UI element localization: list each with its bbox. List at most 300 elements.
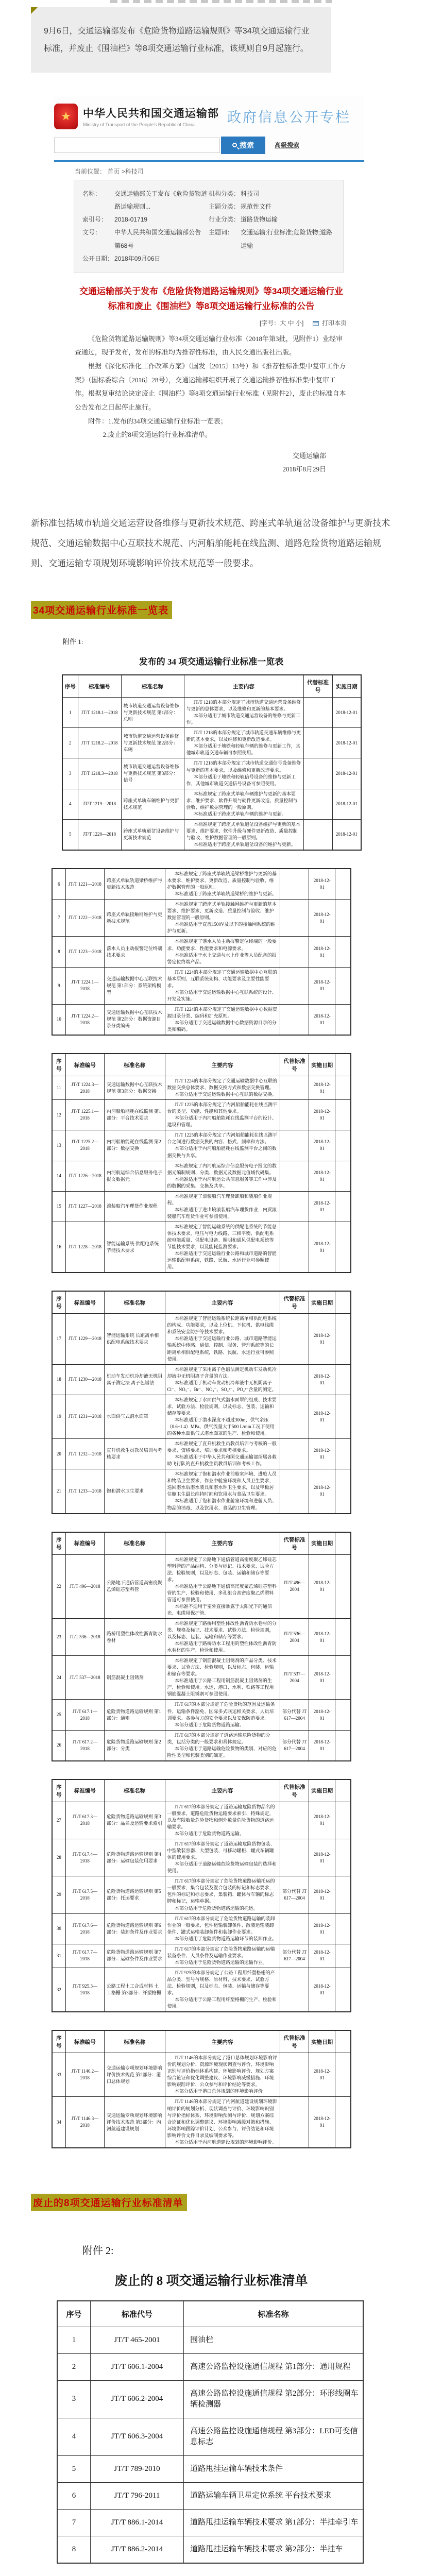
meta-value: 规范性文件 <box>241 202 272 210</box>
cell-replaces <box>280 1839 309 1876</box>
meta-value: 2018年09月06日 <box>114 255 161 262</box>
body-paragraph: 《危险货物道路运输规则》等34项交通运输行业标准（2018年第3批，见附件1）业经审查通过，现予发布，发布的标准均为推荐性标准，由人民交通出版社出版。 <box>75 334 343 357</box>
cell-name: 交通运输数据中心互联技术规范 第2部分：数据资源目录分类编码 <box>104 1004 165 1035</box>
cell-name: 滚装船汽车理货作业规程 <box>104 1191 165 1222</box>
empty-cell <box>335 869 351 900</box>
cell-name: 智能运输系统 供配电系统节能技术要求 <box>104 1222 165 1273</box>
table-row <box>52 1222 351 1273</box>
cell-replaces <box>303 728 332 758</box>
cell-replaces <box>280 1802 309 1839</box>
cell-code: JT/T 1218.1—2018 <box>78 698 121 728</box>
cell-date: 2018-12-01 <box>309 1802 335 1839</box>
empty-cell <box>335 1876 351 1913</box>
cell-content <box>165 1004 280 1035</box>
cell-name: 水面供气式潜水面罩 <box>104 1395 165 1438</box>
cell-replaces: 部分代替 JT 617—2004 <box>280 1944 309 1968</box>
cell-content <box>165 1913 280 1944</box>
cell-date: 2018-12-01 <box>309 2053 335 2097</box>
table-row <box>52 1161 351 1191</box>
meta-column-right <box>209 188 335 265</box>
table-row <box>52 937 351 967</box>
cell-code: JT/T 1226—2018 <box>65 1161 104 1191</box>
gov-info-column-title: 政府信息公开专栏 <box>227 110 351 126</box>
cell-date: 2018-12-01 <box>309 1395 335 1438</box>
cell-replaces <box>280 937 309 967</box>
table-row <box>57 2536 363 2563</box>
column-header: 标准名称 <box>104 1780 165 1802</box>
content-paragraph: 本标准适用于机动车发动机冷却液中无机阴离子Cl⁻、NO₂⁻、Br⁻、NO₃⁻、SO₄²⁻、PO₄³⁻含量的测定。 <box>167 1380 277 1392</box>
cell-date: 2018-12-01 <box>309 1700 335 1730</box>
cell-no: 6 <box>52 869 65 900</box>
content-paragraph: 本标准适用于交通运输行业公路和城市道路的智能运输供配电系统，铁路、民航、水运行业可参照使用。 <box>167 1251 277 1270</box>
content-paragraph: 本标准规定了跨座式单轨车辆维护与更新的基本要求、维护要求、软件升级与硬件更新改造、质量控制与验收、维护数据管理的一般原则。 <box>186 791 298 810</box>
content-paragraph: 本部分适用于内河航道建设规划的环境影响评价。 <box>174 2139 277 2145</box>
meta-value: 2018-01719 <box>114 216 148 224</box>
cell-content <box>165 1968 280 2012</box>
content-paragraph: 本部分适用于城市轨道交通运营设备的维修与更新工作。 <box>186 713 300 725</box>
cell-name: 钢筋混凝土阻锈剂 <box>104 1656 165 1700</box>
cell-no: 2 <box>62 728 78 758</box>
cell-date: 2018-12-01 <box>309 1314 335 1364</box>
logo-row <box>54 104 364 129</box>
meta-label: 文号： <box>82 229 101 236</box>
cell-content <box>165 1100 280 1130</box>
signature-date: 2018年8月29日 <box>282 465 326 473</box>
cell-no: 15 <box>52 1191 65 1222</box>
ministry-names <box>83 105 219 127</box>
cell-content <box>165 900 280 937</box>
content-paragraph: 本标准适用于公路地下通信高密度聚乙烯硅芯塑料管的生产、检验和使用，多孔组合高密度聚乙烯塑料管道可参照使用。 <box>167 1583 277 1602</box>
standards-table-segment-2 <box>52 868 351 1036</box>
column-header: 标准编号 <box>78 675 121 698</box>
content-paragraph: JT/T 1225的本部分规定了内河船舶能耗在线监测平台之间进行数据交换的内容、格式、频率和方法。 <box>167 1132 277 1145</box>
cell-code: JT/T 1223—2018 <box>65 937 104 967</box>
cell-date: 2018-12-01 <box>332 789 361 819</box>
table-row <box>57 2509 363 2536</box>
table-row <box>52 2053 351 2097</box>
table-row <box>52 1618 351 1655</box>
cell-name: 智能运输系统 长距离单相供配电系统技术要求 <box>104 1314 165 1364</box>
cell-no: 1 <box>57 2327 90 2353</box>
table-row <box>62 728 361 758</box>
cell-date: 2018-12-01 <box>309 1130 335 1161</box>
column-header: 实施日期 <box>332 675 361 698</box>
table-row <box>52 869 351 900</box>
meta-value: 中华人民共和国交通运输部公告 第68号 <box>114 229 201 249</box>
content-paragraph: 本标准适用于跨座式单轨车辆的维护与更新。 <box>193 811 286 817</box>
cell-content <box>165 967 280 1004</box>
table-row <box>52 1913 351 1944</box>
cell-code: JT/T 606.1-2004 <box>90 2353 183 2380</box>
cell-code: JT/T 1222—2018 <box>65 900 104 937</box>
cell-replaces <box>303 789 332 819</box>
cell-name: 跨座式单轨轨道梁桥维护与更新技术规范 <box>104 869 165 900</box>
standards-table-segment-7 <box>52 2030 351 2148</box>
cell-replaces: JT/T 537—2004 <box>280 1656 309 1700</box>
cell-content <box>165 1130 280 1161</box>
page-controls <box>75 318 347 327</box>
empty-cell <box>335 2053 351 2097</box>
content-paragraph: JT/T 617的本部分规定了危险货物道路运输的装卸作业的一般要求、包件运输装卸条件、散装运输装卸条件、罐式运输装卸条件和装卸作业要求。 <box>167 1916 275 1935</box>
signature-org: 交通运输部 <box>292 451 326 460</box>
content-paragraph: 本标准适用于潜水深度不超过300m、供气余压（0.6~1.4）MPa、供气流量大于500 L/min工况下使用的各种水面供气式潜水面罩的生产、检验和使用。 <box>167 1417 275 1436</box>
table-row <box>52 1802 351 1839</box>
cell-replaces <box>280 1076 309 1100</box>
column-header: 主要内容 <box>165 1054 280 1076</box>
cell-date: 2018-12-01 <box>309 1656 335 1700</box>
empty-cell <box>335 1730 351 1761</box>
cell-replaces <box>280 1469 309 1514</box>
meta-item <box>209 226 335 252</box>
cell-no: 20 <box>52 1439 65 1469</box>
abolished-standards-table <box>57 2300 364 2564</box>
cell-code: JT/T 925.3—2018 <box>65 1968 104 2012</box>
table-row <box>52 1968 351 2012</box>
cell-no: 6 <box>57 2482 90 2509</box>
search-row <box>54 137 364 154</box>
cell-name: 危险货物道路运输规则 第2部分：分类 <box>104 1730 165 1761</box>
cell-content <box>165 1839 280 1876</box>
table-row <box>62 789 361 819</box>
search-input[interactable] <box>54 138 220 153</box>
meta-label: 主题词： <box>209 229 234 236</box>
column-header: 标准名称 <box>104 1054 165 1076</box>
standards-table <box>52 1291 351 1514</box>
cell-code: JT/T 1218.2—2018 <box>78 728 121 758</box>
meta-value: 科技司 <box>241 190 260 197</box>
cell-date: 2018-12-01 <box>309 1469 335 1514</box>
section-heading-abolished-list: 废止的8项交通运输行业标准清单 <box>31 2194 187 2211</box>
content-paragraph: 本标准规定了智能运输系统长距离单相供配电系统的构成、功能要求，以及上位机、下位机、供电线缆和系统安全防护等技术要求。 <box>167 1316 277 1335</box>
cell-name: 城市轨道交通运营设备维修与更新技术规范 第3部分：信号 <box>121 758 184 789</box>
cell-code: JT/T 1232—2018 <box>65 1439 104 1469</box>
table-row <box>52 967 351 1004</box>
column-header: 序号 <box>52 1780 65 1802</box>
cell-code: JT/T 886.1-2014 <box>90 2509 183 2536</box>
cell-date: 2018-12-01 <box>309 1944 335 1968</box>
cell-name: 跨座式单轨接触网维护与更新技术规范 <box>104 900 165 937</box>
header-row <box>52 1532 351 1555</box>
content-paragraph: 本部分适用于道路运输危险货物运输包装的选择和使用。 <box>167 1861 277 1874</box>
header-row <box>52 1054 351 1076</box>
cell-no: 34 <box>52 2097 65 2148</box>
empty-cell <box>335 1839 351 1876</box>
cell-content <box>165 1730 280 1761</box>
content-paragraph: 本标准不适用于室外直接暴露于太阳光下的通信光、电缆用保护管。 <box>167 1603 272 1616</box>
cell-no: 16 <box>52 1222 65 1273</box>
cell-date: 2018-12-01 <box>309 1554 335 1618</box>
cropped-text-remnant <box>110 0 332 3</box>
cell-no: 4 <box>57 2418 90 2455</box>
cell-date: 2018-12-01 <box>309 1004 335 1035</box>
cell-replaces <box>280 2097 309 2148</box>
content-paragraph: JT/T 925的本部分规定了公路工程用纤塑格栅的产品分类、型号与规格、原材料、技术要求、试验方法、检验规则，以及标志、包装、运输与储存等要求。 <box>167 1970 275 1996</box>
content-paragraph: 本标准适用于交通运输行业公路、城市道路智能运输系统中传感、通信、控制、服务、管理系统等的长距离单相供配电系统，铁路、民航、水运行业可参照使用。 <box>167 1336 277 1362</box>
column-header: 标准编号 <box>65 1054 104 1076</box>
content-paragraph: 本标准适用于直流1500V及以下的接触网系统的维护与更新。 <box>167 922 276 934</box>
cell-date: 2018-12-01 <box>309 2097 335 2148</box>
body-paragraph: 根据《深化标准化工作改革方案》（国发〔2015〕13号）和《推荐性标准集中复审工作方案》（国标委综合〔2016〕28号），交通运输部组织开展了交通运输推荐性标准集中复审工作。根据复审结论决定废止《围油栏》等8项交通运输行业标准（见附件2），废止的标准自本公告发布之日起停止施行。 <box>75 362 346 411</box>
column-header: 序号 <box>52 2030 65 2053</box>
cell-content <box>165 2097 280 2148</box>
cell-code: JT/T 606.3-2004 <box>90 2418 183 2455</box>
cell-content <box>165 1656 280 1700</box>
empty-cell <box>335 1618 351 1655</box>
column-header: 代替标准号 <box>303 675 332 698</box>
cell-name: 交通运输数据中心互联技术规范 第1部分：系统架构模型 <box>104 967 165 1004</box>
cell-code: JT/T 796-2011 <box>90 2482 183 2509</box>
content-paragraph: 本部分适用于交通运输数据中心互联系统的设计、开发及实施。 <box>167 989 277 1002</box>
cell-date: 2018-12-01 <box>309 1913 335 1944</box>
cell-no: 5 <box>57 2455 90 2482</box>
empty-column-header <box>335 1054 351 1076</box>
cell-content <box>184 789 303 819</box>
content-paragraph: 本标准规定了饱和潜水作业前舱室环境、进舱人员和物品卫生要求，作业中舱室环境和人员卫生要求，巡回潜水后潜水装具和潜水钟卫生要求，以及甲板居住舱卫生最长维持时间和饮用水与食品卫生要求。 <box>167 1471 277 1497</box>
column-header: 序号 <box>52 1291 65 1314</box>
column-header: 标准编号 <box>65 1291 104 1314</box>
column-header: 实施日期 <box>309 1291 335 1314</box>
cell-code: JT/T 537—2018 <box>65 1656 104 1700</box>
column-header: 实施日期 <box>309 2030 335 2053</box>
cell-no: 23 <box>52 1618 65 1655</box>
cell-content <box>165 1469 280 1514</box>
cell-no: 17 <box>52 1314 65 1364</box>
cell-content <box>165 1191 280 1222</box>
content-paragraph: 本标准规定了钢筋混凝土阻锈剂的产品分类、技术要求、试验方法、检验规则，以及标志、包装、运输和储存等要求。 <box>167 1658 277 1677</box>
cell-name: 道路甩挂运输车辆技术要求 第2部分：半挂车 <box>184 2536 363 2563</box>
empty-column-header <box>335 1291 351 1314</box>
attachment2-label: 附件 2: <box>82 2245 114 2257</box>
meta-label: 行业分类： <box>209 216 240 224</box>
table-row <box>52 1191 351 1222</box>
attachment-note-1: 附件：1.发布的34项交通运输行业标准一览表； <box>88 417 227 425</box>
table-row <box>62 758 361 789</box>
table-row <box>52 1656 351 1700</box>
cell-content <box>184 758 303 789</box>
content-paragraph: 本部分适用于地铁和轻轨信号设备的维修与更新工作，其他城市轨道交通信号设备可参照使用。 <box>186 774 296 786</box>
standards-table <box>52 868 351 1036</box>
content-paragraph: 本标准规定了内河航运综合信息服务电子报文的数据元编制规则、分类、数据元及数据元值域代码集。 <box>167 1163 277 1175</box>
cell-code: JT/T 617.7—2018 <box>65 1944 104 1968</box>
cell-no: 4 <box>62 789 78 819</box>
breadcrumb-home-link[interactable]: 首页 <box>107 167 120 175</box>
attachment2-title: 废止的 8 项交通运输行业标准清单 <box>114 2274 308 2288</box>
cell-name: 危险货物道路运输规则 第4部分：运输包装使用要求 <box>104 1839 165 1876</box>
attachment1-title: 发布的 34 项交通运输行业标准一览表 <box>139 657 284 667</box>
column-header: 主要内容 <box>165 1291 280 1314</box>
content-paragraph: JT/T 1146的本部分规定了港口总体规划环境影响评价的规划分析、资源环境现状调查与评价、环境影响识别与评价指标体系构建、环境影响评价、规划方案综合论证和优化调整建议、环境影响减缓措施、环境影响跟踪评价、公众参与和评价结论等要求。 <box>167 2055 277 2088</box>
column-header: 标准名称 <box>104 2030 165 2053</box>
cell-code: JT/T 1227—2018 <box>65 1191 104 1222</box>
cell-replaces <box>280 1161 309 1191</box>
table-row <box>52 1100 351 1130</box>
header-row <box>57 2301 363 2327</box>
table-row <box>52 1004 351 1035</box>
cell-no: 25 <box>52 1700 65 1730</box>
table-row <box>62 819 361 850</box>
cell-replaces <box>280 1314 309 1364</box>
table-row <box>52 1314 351 1364</box>
cell-date: 2018-12-01 <box>332 728 361 758</box>
cell-name: 危险货物道路运输规则 第6部分：装卸条件及作业要求 <box>104 1913 165 1944</box>
cell-date: 2018-12-01 <box>309 1730 335 1761</box>
cell-no: 32 <box>52 1968 65 2012</box>
cell-no: 3 <box>62 758 78 789</box>
cell-code: JT/T 1146.3—2018 <box>65 2097 104 2148</box>
empty-column-header <box>335 2030 351 2053</box>
empty-cell <box>335 1161 351 1191</box>
meta-label: 机构分类： <box>209 190 240 197</box>
cell-code: JT/T 617.1—2018 <box>65 1700 104 1730</box>
announcement-body <box>75 332 347 442</box>
column-header: 标准名称 <box>104 1532 165 1555</box>
summary-note-box <box>31 7 331 73</box>
column-header: 标准编号 <box>65 1780 104 1802</box>
cell-no: 28 <box>52 1839 65 1876</box>
cell-content <box>165 1944 280 1968</box>
column-header: 标准编号 <box>65 1532 104 1555</box>
cell-name: 饱和潜水卫生要求 <box>104 1469 165 1514</box>
cell-content <box>184 819 303 850</box>
cell-no: 7 <box>57 2509 90 2536</box>
column-header: 序号 <box>52 1532 65 1555</box>
cell-replaces <box>303 758 332 789</box>
advanced-search-link[interactable]: 高级搜索 <box>275 142 300 149</box>
cell-code: JT/T 617.5—2018 <box>65 1876 104 1913</box>
cell-content <box>165 1222 280 1273</box>
cell-name: 直升机救生员教员培训与考核要求 <box>104 1439 165 1469</box>
cell-code: JT/T 1146.2—2018 <box>65 2053 104 2097</box>
content-paragraph: 本部分适用于公路工程用纤塑格栅的生产、检验和使用。 <box>167 1997 277 2009</box>
cell-no: 22 <box>52 1554 65 1618</box>
empty-cell <box>335 1469 351 1514</box>
cell-name: 内河船舶能耗在线监测 第1部分：平台技术要求 <box>104 1100 165 1130</box>
empty-cell <box>335 1700 351 1730</box>
cell-no: 27 <box>52 1802 65 1839</box>
content-paragraph: JT/T 1224的本部分规定了交通运输数据中心互联的基本原则、互联系统架构、功能要求及主要性能要求。 <box>167 969 277 988</box>
cell-code: JT/T 617.4—2018 <box>65 1839 104 1876</box>
table-row <box>52 1130 351 1161</box>
cell-replaces <box>280 1191 309 1222</box>
meta-value: 交通运输;行业标准;危险货物;道路运输 <box>241 229 333 249</box>
cell-no: 24 <box>52 1656 65 1700</box>
meta-column-left <box>82 188 209 265</box>
standards-table <box>52 1053 351 1273</box>
cell-content <box>165 1439 280 1469</box>
cell-no: 30 <box>52 1913 65 1944</box>
content-paragraph: 本标准适用于饱和潜水作业舱室环境和进舱人员、物品的消毒，以及饮用水、食品的卫生管理。 <box>167 1498 277 1511</box>
table-row <box>52 1700 351 1730</box>
column-header: 主要内容 <box>184 675 303 698</box>
cell-code: JT/T 496—2018 <box>65 1554 104 1618</box>
cell-code: JT/T 1229—2018 <box>65 1314 104 1364</box>
table-row <box>52 1439 351 1469</box>
search-icon <box>232 143 237 147</box>
cell-date: 2018-12-01 <box>309 967 335 1004</box>
cell-code: JT/T 1225.1—2018 <box>65 1100 104 1130</box>
cell-code: JT/T 789-2010 <box>90 2455 183 2482</box>
column-header: 代替标准号 <box>280 1780 309 1802</box>
content-paragraph: 本部分适用于危险货物道路运输的托运。 <box>174 1905 258 1911</box>
table-row <box>52 1730 351 1761</box>
breadcrumb-separator: > <box>120 167 125 175</box>
cell-name: 道路甩挂运输车辆技术条件 <box>184 2455 363 2482</box>
cell-name: 机动车发动机冷却液无机阴离子测定法 离子色谱法 <box>104 1364 165 1395</box>
cell-content <box>165 1802 280 1839</box>
print-page-link[interactable]: 打印本页 <box>321 319 347 327</box>
column-header: 标准名称 <box>104 1291 165 1314</box>
cell-date: 2018-12-01 <box>309 1439 335 1469</box>
cell-content <box>165 1364 280 1395</box>
column-header: 序号 <box>62 675 78 698</box>
content-paragraph: 本标准适用于中华人民共和国交通运输部所属各救助飞行队的直升机救生员教员培训和考核工作。 <box>167 1454 277 1467</box>
printer-icon <box>313 321 319 326</box>
content-paragraph: 本部分适用于危险货物道路运输环节的装卸作业。 <box>174 1936 277 1941</box>
table-row <box>52 2097 351 2148</box>
cell-no: 5 <box>62 819 78 850</box>
meta-item <box>209 188 335 200</box>
meta-item <box>209 200 335 213</box>
content-paragraph: 本部分适用于危险货物道路运输。 <box>174 1831 244 1837</box>
content-paragraph: 本部分适用于交通运输数据中心互联的数据交换。 <box>174 1092 277 1097</box>
breadcrumb-current: 科技司 <box>125 167 144 175</box>
meta-item <box>82 188 209 213</box>
cell-name: 交通运输专项规划环境影响评价技术规范 第2部分：港口总体规划 <box>104 2053 165 2097</box>
table-row <box>52 1469 351 1514</box>
content-paragraph: 本标准适用于跨座式单轨道岔设备的维护与更新。 <box>193 841 296 847</box>
standards-table-segment-5 <box>52 1532 351 1761</box>
search-button-label: 搜索 <box>240 141 254 149</box>
header-divider <box>54 160 364 162</box>
cell-content <box>165 1554 280 1618</box>
empty-cell <box>335 1222 351 1273</box>
cell-name: 交通运输数据中心互联技术规范 第3部分：数据交换 <box>104 1076 165 1100</box>
empty-cell <box>335 1130 351 1161</box>
cell-code: JT/T 1231—2018 <box>65 1395 104 1438</box>
cell-no: 3 <box>57 2380 90 2418</box>
column-header: 标准代号 <box>90 2301 183 2327</box>
content-paragraph: 本部分适用于危险货物道路运输。 <box>174 1722 244 1727</box>
content-paragraph: 本标准规定了落水人员主动报警定位终端的一般要求、功能要求、性能要求和电源要求。 <box>167 939 277 951</box>
content-paragraph: 本标准适用于公路工程用钢筋混凝土阻锈剂的生产、检验和使用。水运、港口、水利、铁路等工程用钢筋混凝土阻锈剂可参照使用。 <box>167 1678 274 1697</box>
section-heading-standards-list: 34项交通运输行业标准一览表 <box>31 601 172 619</box>
cell-code: JT/T 1220—2018 <box>78 819 121 850</box>
table-row <box>57 2353 363 2380</box>
cell-name: 公路工程土工合成材料 土工格栅 第3部分：纤塑格栅 <box>104 1968 165 2012</box>
table-row <box>52 1554 351 1618</box>
cell-code: JT/T 1224.2—2018 <box>65 1004 104 1035</box>
empty-cell <box>335 900 351 937</box>
search-button[interactable] <box>221 137 265 154</box>
cell-date: 2018-12-01 <box>332 698 361 728</box>
content-paragraph: 本标准规定了跨座式单轨道岔设备维护与更新的基本要求、维护要求、软件升级与硬件更新改造、质量控制与验收、维护数据管理的一般原则。 <box>186 821 300 840</box>
content-paragraph: 本标准适用于进出境滚装船汽车理货作业，内贸滚装船汽车理货作业可参照使用。 <box>167 1207 277 1219</box>
summary-note-text: 9月6日，交通运输部发布《危险货物道路运输规则》等34项交通运输行业标准，并废止《围油栏》等8项交通运输行业标准，该规则自9月起施行。 <box>44 27 310 54</box>
breadcrumb <box>75 167 442 176</box>
cell-no: 11 <box>52 1076 65 1100</box>
cell-no: 1 <box>62 698 78 728</box>
font-size-controls[interactable]: [字号：大 中 小] <box>259 319 304 327</box>
cell-content <box>184 698 303 728</box>
table-row <box>52 900 351 937</box>
cell-content <box>165 1700 280 1730</box>
column-header: 主要内容 <box>165 1780 280 1802</box>
content-paragraph: 本部分适用于道路运输危险货物的类别、对应的危险性类型和包装类别的确定。 <box>167 1745 277 1758</box>
cell-no: 10 <box>52 1004 65 1035</box>
column-header: 代替标准号 <box>280 2030 309 2053</box>
national-emblem-icon: ★ <box>54 104 78 129</box>
content-paragraph: 本标准规定了滚装船汽车理货卸船和装船作业规程。 <box>167 1193 272 1206</box>
